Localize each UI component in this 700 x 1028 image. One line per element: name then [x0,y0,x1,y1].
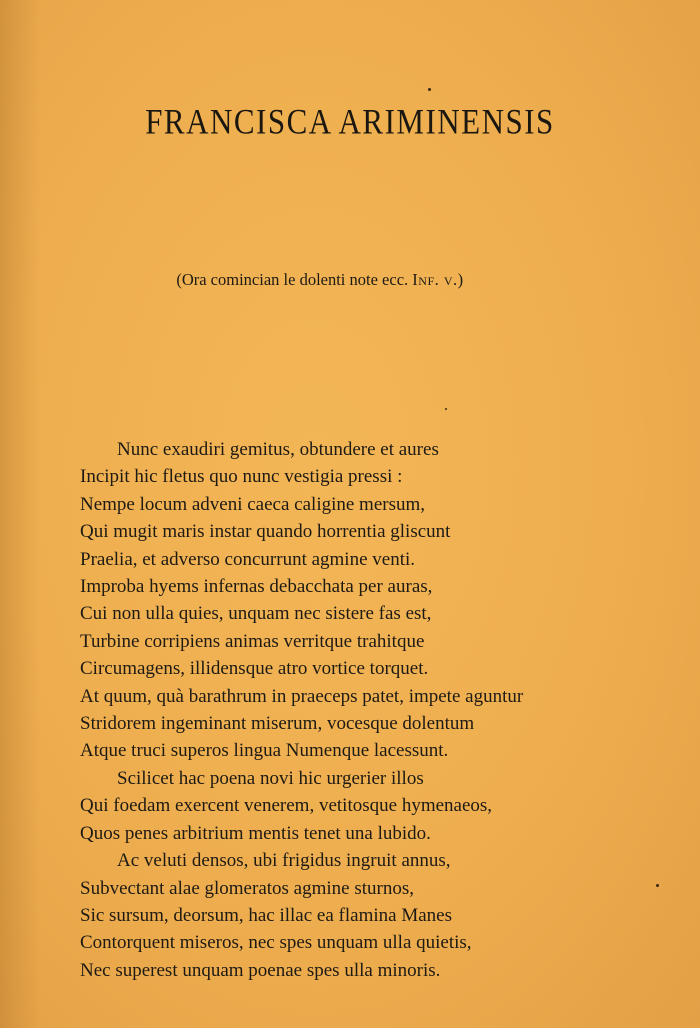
poem-line: Atque truci superos lingua Numenque lacessunt. [80,740,449,762]
poem-line: Subvectant alae glomeratos agmine sturnos, [80,877,414,899]
page-gutter-shadow [0,0,40,1028]
paper-speck [428,88,431,91]
poem-line: Praelia, et adverso concurrunt agmine venti. [80,548,416,570]
poem-line: Nempe locum adveni caeca caligine mersum, [80,493,426,515]
poem-line: Turbine corripiens animas verritque trahitque [80,630,425,652]
epigraph-reference: Inf. v.) [412,270,464,289]
poem-line: Qui mugit maris instar quando horrentia gliscunt [80,521,451,543]
poem-line: At quum, quà barathrum in praeceps patet, impete aguntur [80,685,524,707]
poem-line: Improba hyems infernas debacchata per auras, [80,576,433,598]
paper-speck [656,884,659,887]
epigraph [0,270,640,290]
poem-line: Quos penes arbitrium mentis tenet una lubido. [80,822,431,844]
poem-line: Scilicet hac poena novi hic urgerier illos [117,767,424,789]
poem-line: Sic sursum, deorsum, hac illac ea flamina Manes [80,904,452,926]
poem-line: Contorquent miseros, nec spes unquam ulla quietis, [80,932,472,954]
poem-title: FRANCISCA ARIMINENSIS [145,101,555,142]
poem-line: Ac veluti densos, ubi frigidus ingruit annus, [117,850,451,872]
poem-line: Stridorem ingeminant miserum, vocesque dolentum [80,713,475,735]
poem-line: Qui foedam exercent venerem, vetitosque hymenaeos, [80,795,493,817]
poem-line: Incipit hic fletus quo nunc vestigia pressi : [80,466,403,488]
poem-line: Nunc exaudiri gemitus, obtundere et aures [117,439,439,460]
paper-speck [445,408,447,410]
poem-body [80,436,690,984]
epigraph-text: (Ora comincian le dolenti note ecc. [176,270,409,289]
poem-line: Circumagens, illidensque atro vortice torquet. [80,658,429,680]
poem-line: Nec superest unquam poenae spes ulla minoris. [80,959,441,981]
poem-line: Cui non ulla quies, unquam nec sistere fas est, [80,603,432,625]
